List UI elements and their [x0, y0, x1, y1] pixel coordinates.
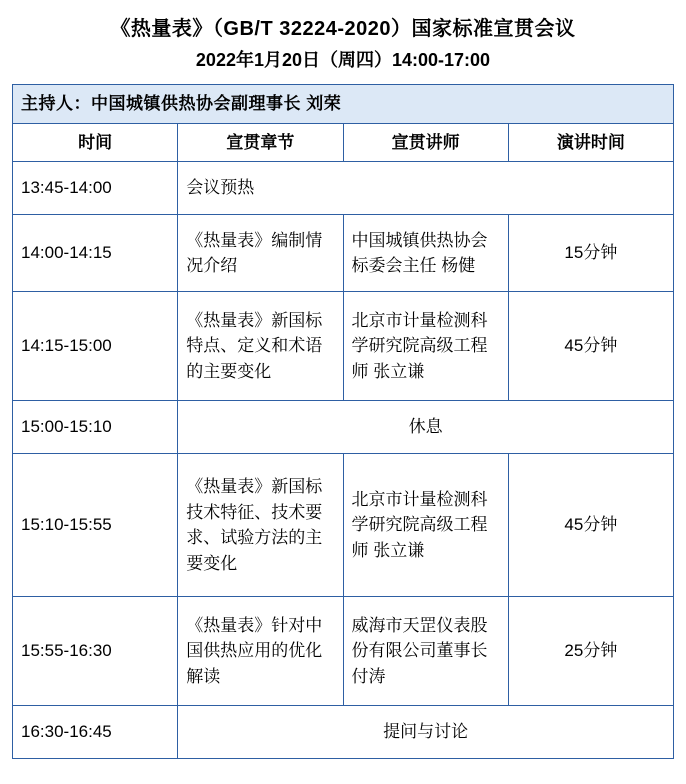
document-header: [12, 14, 674, 84]
agenda-table: [12, 84, 674, 759]
cell-time: 13:45-14:00: [13, 162, 178, 215]
table-row: [13, 706, 674, 759]
cell-time: 15:10-15:55: [13, 454, 178, 597]
table-row: [13, 215, 674, 292]
cell-duration: 45分钟: [508, 454, 673, 597]
cell-speaker: 北京市计量检测科学研究院高级工程师 张立谦: [343, 454, 508, 597]
table-row: [13, 597, 674, 706]
cell-chapter: 会议预热: [178, 162, 674, 215]
meeting-datetime: 2022年1月20日（周四）14:00-17:00: [195, 50, 491, 70]
cell-time: 14:15-15:00: [13, 292, 178, 401]
table-row: [13, 162, 674, 215]
cell-chapter: 休息: [178, 401, 674, 454]
cell-chapter: 《热量表》编制情况介绍: [178, 215, 343, 292]
cell-time: 15:00-15:10: [13, 401, 178, 454]
cell-chapter: 提问与讨论: [178, 706, 674, 759]
page-title: 《热量表》（GB/T 32224-2020）国家标准宣贯会议: [110, 18, 576, 40]
table-header-row: [13, 123, 674, 162]
table-row: [13, 401, 674, 454]
table-row: [13, 454, 674, 597]
cell-time: 15:55-16:30: [13, 597, 178, 706]
cell-duration: 25分钟: [508, 597, 673, 706]
column-header-speaker: 宣贯讲师: [343, 123, 508, 162]
column-header-time: 时间: [13, 123, 178, 162]
cell-time: 16:30-16:45: [13, 706, 178, 759]
cell-duration: 15分钟: [508, 215, 673, 292]
cell-chapter: 《热量表》针对中国供热应用的优化解读: [178, 597, 343, 706]
cell-speaker: 威海市天罡仪表股份有限公司董事长 付涛: [343, 597, 508, 706]
cell-duration: 45分钟: [508, 292, 673, 401]
cell-speaker: 中国城镇供热协会标委会主任 杨健: [343, 215, 508, 292]
host-row: [13, 85, 674, 124]
cell-speaker: 北京市计量检测科学研究院高级工程师 张立谦: [343, 292, 508, 401]
cell-chapter: 《热量表》新国标技术特征、技术要求、试验方法的主要变化: [178, 454, 343, 597]
column-header-chapter: 宣贯章节: [178, 123, 343, 162]
table-row: [13, 292, 674, 401]
cell-chapter: 《热量表》新国标特点、定义和术语的主要变化: [178, 292, 343, 401]
column-header-duration: 演讲时间: [508, 123, 673, 162]
cell-time: 14:00-14:15: [13, 215, 178, 292]
host-label: 主持人：中国城镇供热协会副理事长 刘荣: [13, 85, 674, 124]
